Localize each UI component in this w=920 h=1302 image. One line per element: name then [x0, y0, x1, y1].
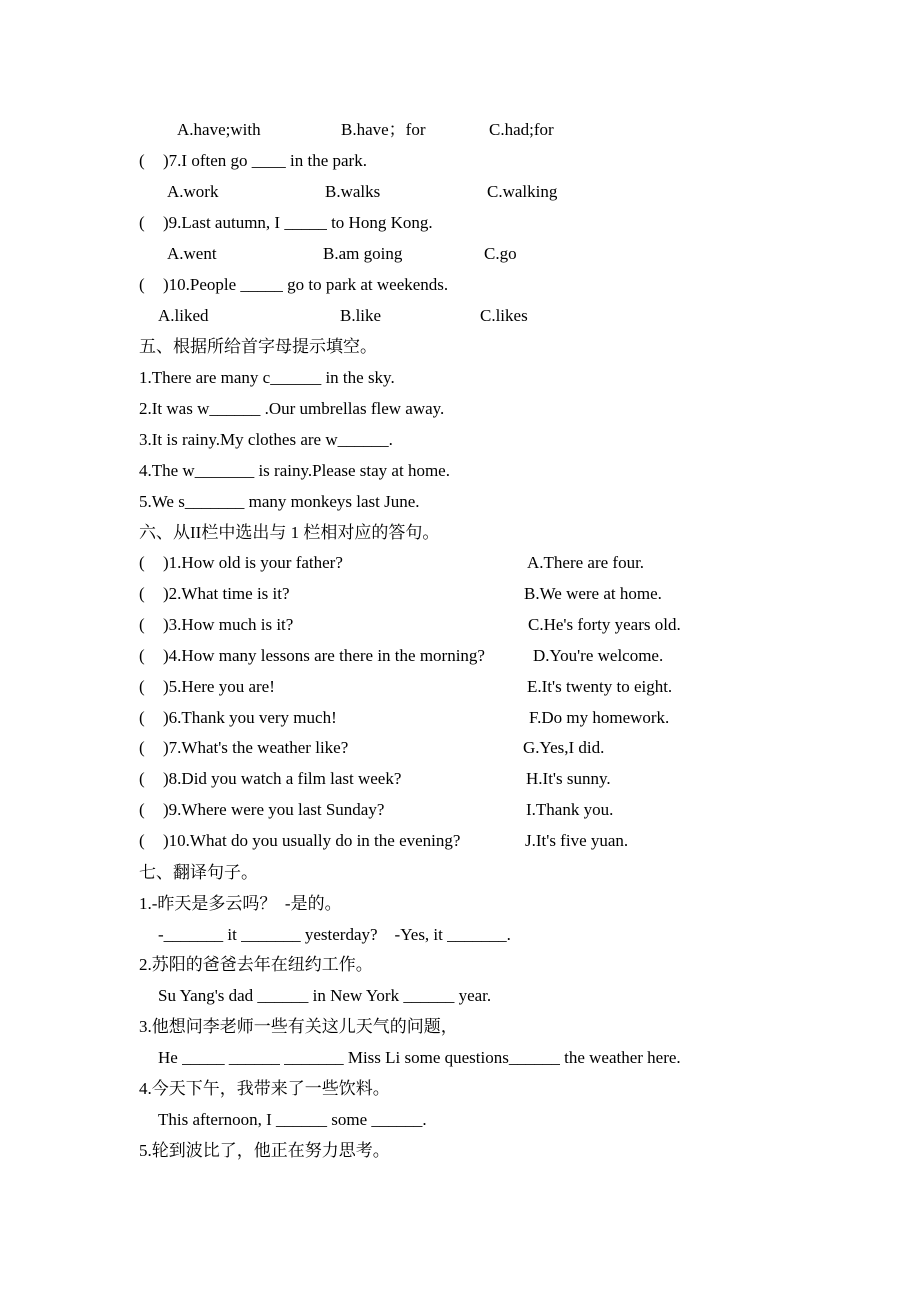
answer-paren: (	[139, 800, 145, 820]
match-question: )2.What time is it?	[163, 583, 290, 603]
section-heading: 五、根据所给首字母提示填空。	[139, 337, 377, 356]
question-text: )10.People _____ go to park at weekends.	[163, 275, 449, 294]
answer-paren: (	[139, 151, 145, 170]
answer-paren: (	[139, 831, 145, 851]
answer-paren: (	[139, 676, 145, 696]
match-answer: G.Yes,I did.	[523, 738, 605, 758]
match-answer: F.Do my homework.	[529, 707, 670, 727]
option-b: B.like	[340, 306, 382, 325]
option-b: B.am going	[323, 244, 403, 263]
fill-item: 4.The w_______ is rainy.Please stay at home.	[139, 461, 450, 480]
match-question: )5.Here you are!	[163, 676, 275, 696]
match-answer: B.We were at home.	[524, 583, 662, 603]
option-a: A.work	[167, 182, 219, 201]
answer-paren: (	[139, 738, 145, 758]
question-text: )7.I often go ____ in the park.	[163, 151, 367, 170]
match-question: )10.What do you usually do in the evening?	[163, 831, 461, 851]
english-blank-sentence: He _____ ______ _______ Miss Li some questions______ the weather here.	[158, 1048, 681, 1067]
answer-paren: (	[139, 769, 145, 789]
chinese-sentence: 3.他想问李老师一些有关这儿天气的问题，	[139, 1017, 458, 1036]
match-question: )1.How old is your father?	[163, 553, 343, 572]
chinese-sentence: 4.今天下午，我带来了一些饮料。	[139, 1079, 390, 1098]
fill-item: 3.It is rainy.My clothes are w______.	[139, 430, 393, 449]
match-question: )4.How many lessons are there in the morning?	[163, 645, 485, 665]
answer-paren: (	[139, 275, 145, 294]
match-answer: D.You're welcome.	[533, 645, 664, 665]
english-blank-sentence: -_______ it _______ yesterday? -Yes, it _______.	[158, 925, 511, 944]
option-c: C.likes	[480, 306, 528, 325]
chinese-sentence: 5.轮到波比了，他正在努力思考。	[139, 1141, 390, 1160]
section-heading: 六、从II栏中选出与 1 栏相对应的答句。	[139, 523, 440, 542]
match-answer: J.It's five yuan.	[525, 831, 629, 851]
match-answer: E.It's twenty to eight.	[527, 676, 673, 696]
option-a: A.went	[167, 244, 217, 263]
answer-paren: (	[139, 213, 145, 232]
section-heading: 七、翻译句子。	[139, 863, 258, 882]
question-text: )9.Last autumn, I _____ to Hong Kong.	[163, 213, 433, 232]
option-a: A.have;with	[177, 120, 261, 139]
answer-paren: (	[139, 614, 145, 634]
answer-paren: (	[139, 645, 145, 665]
option-c: C.go	[484, 244, 517, 263]
match-question: )8.Did you watch a film last week?	[163, 769, 402, 789]
answer-paren: (	[139, 583, 145, 603]
english-blank-sentence: This afternoon, I ______ some ______.	[158, 1110, 427, 1129]
match-question: )6.Thank you very much!	[163, 707, 337, 727]
match-question: )7.What's the weather like?	[163, 738, 349, 758]
chinese-sentence: 1.-昨天是多云吗？ -是的。	[139, 894, 342, 913]
match-question: )9.Where were you last Sunday?	[163, 800, 385, 820]
option-b: B.walks	[325, 182, 381, 201]
option-c: C.walking	[487, 182, 558, 201]
english-blank-sentence: Su Yang's dad ______ in New York ______ year.	[158, 986, 492, 1005]
answer-paren: (	[139, 707, 145, 727]
match-question: )3.How much is it?	[163, 614, 294, 634]
match-answer: C.He's forty years old.	[528, 614, 681, 634]
fill-item: 1.There are many c______ in the sky.	[139, 368, 395, 387]
fill-item: 5.We s_______ many monkeys last June.	[139, 492, 420, 511]
match-answer: I.Thank you.	[526, 800, 614, 820]
match-answer: H.It's sunny.	[526, 769, 611, 789]
fill-item: 2.It was w______ .Our umbrellas flew away.	[139, 399, 445, 418]
match-answer: A.There are four.	[527, 553, 645, 572]
option-a: A.liked	[158, 306, 209, 325]
option-b: B.have；for	[341, 120, 426, 139]
answer-paren: (	[139, 553, 145, 572]
chinese-sentence: 2.苏阳的爸爸去年在纽约工作。	[139, 955, 373, 974]
option-c: C.had;for	[489, 120, 554, 139]
